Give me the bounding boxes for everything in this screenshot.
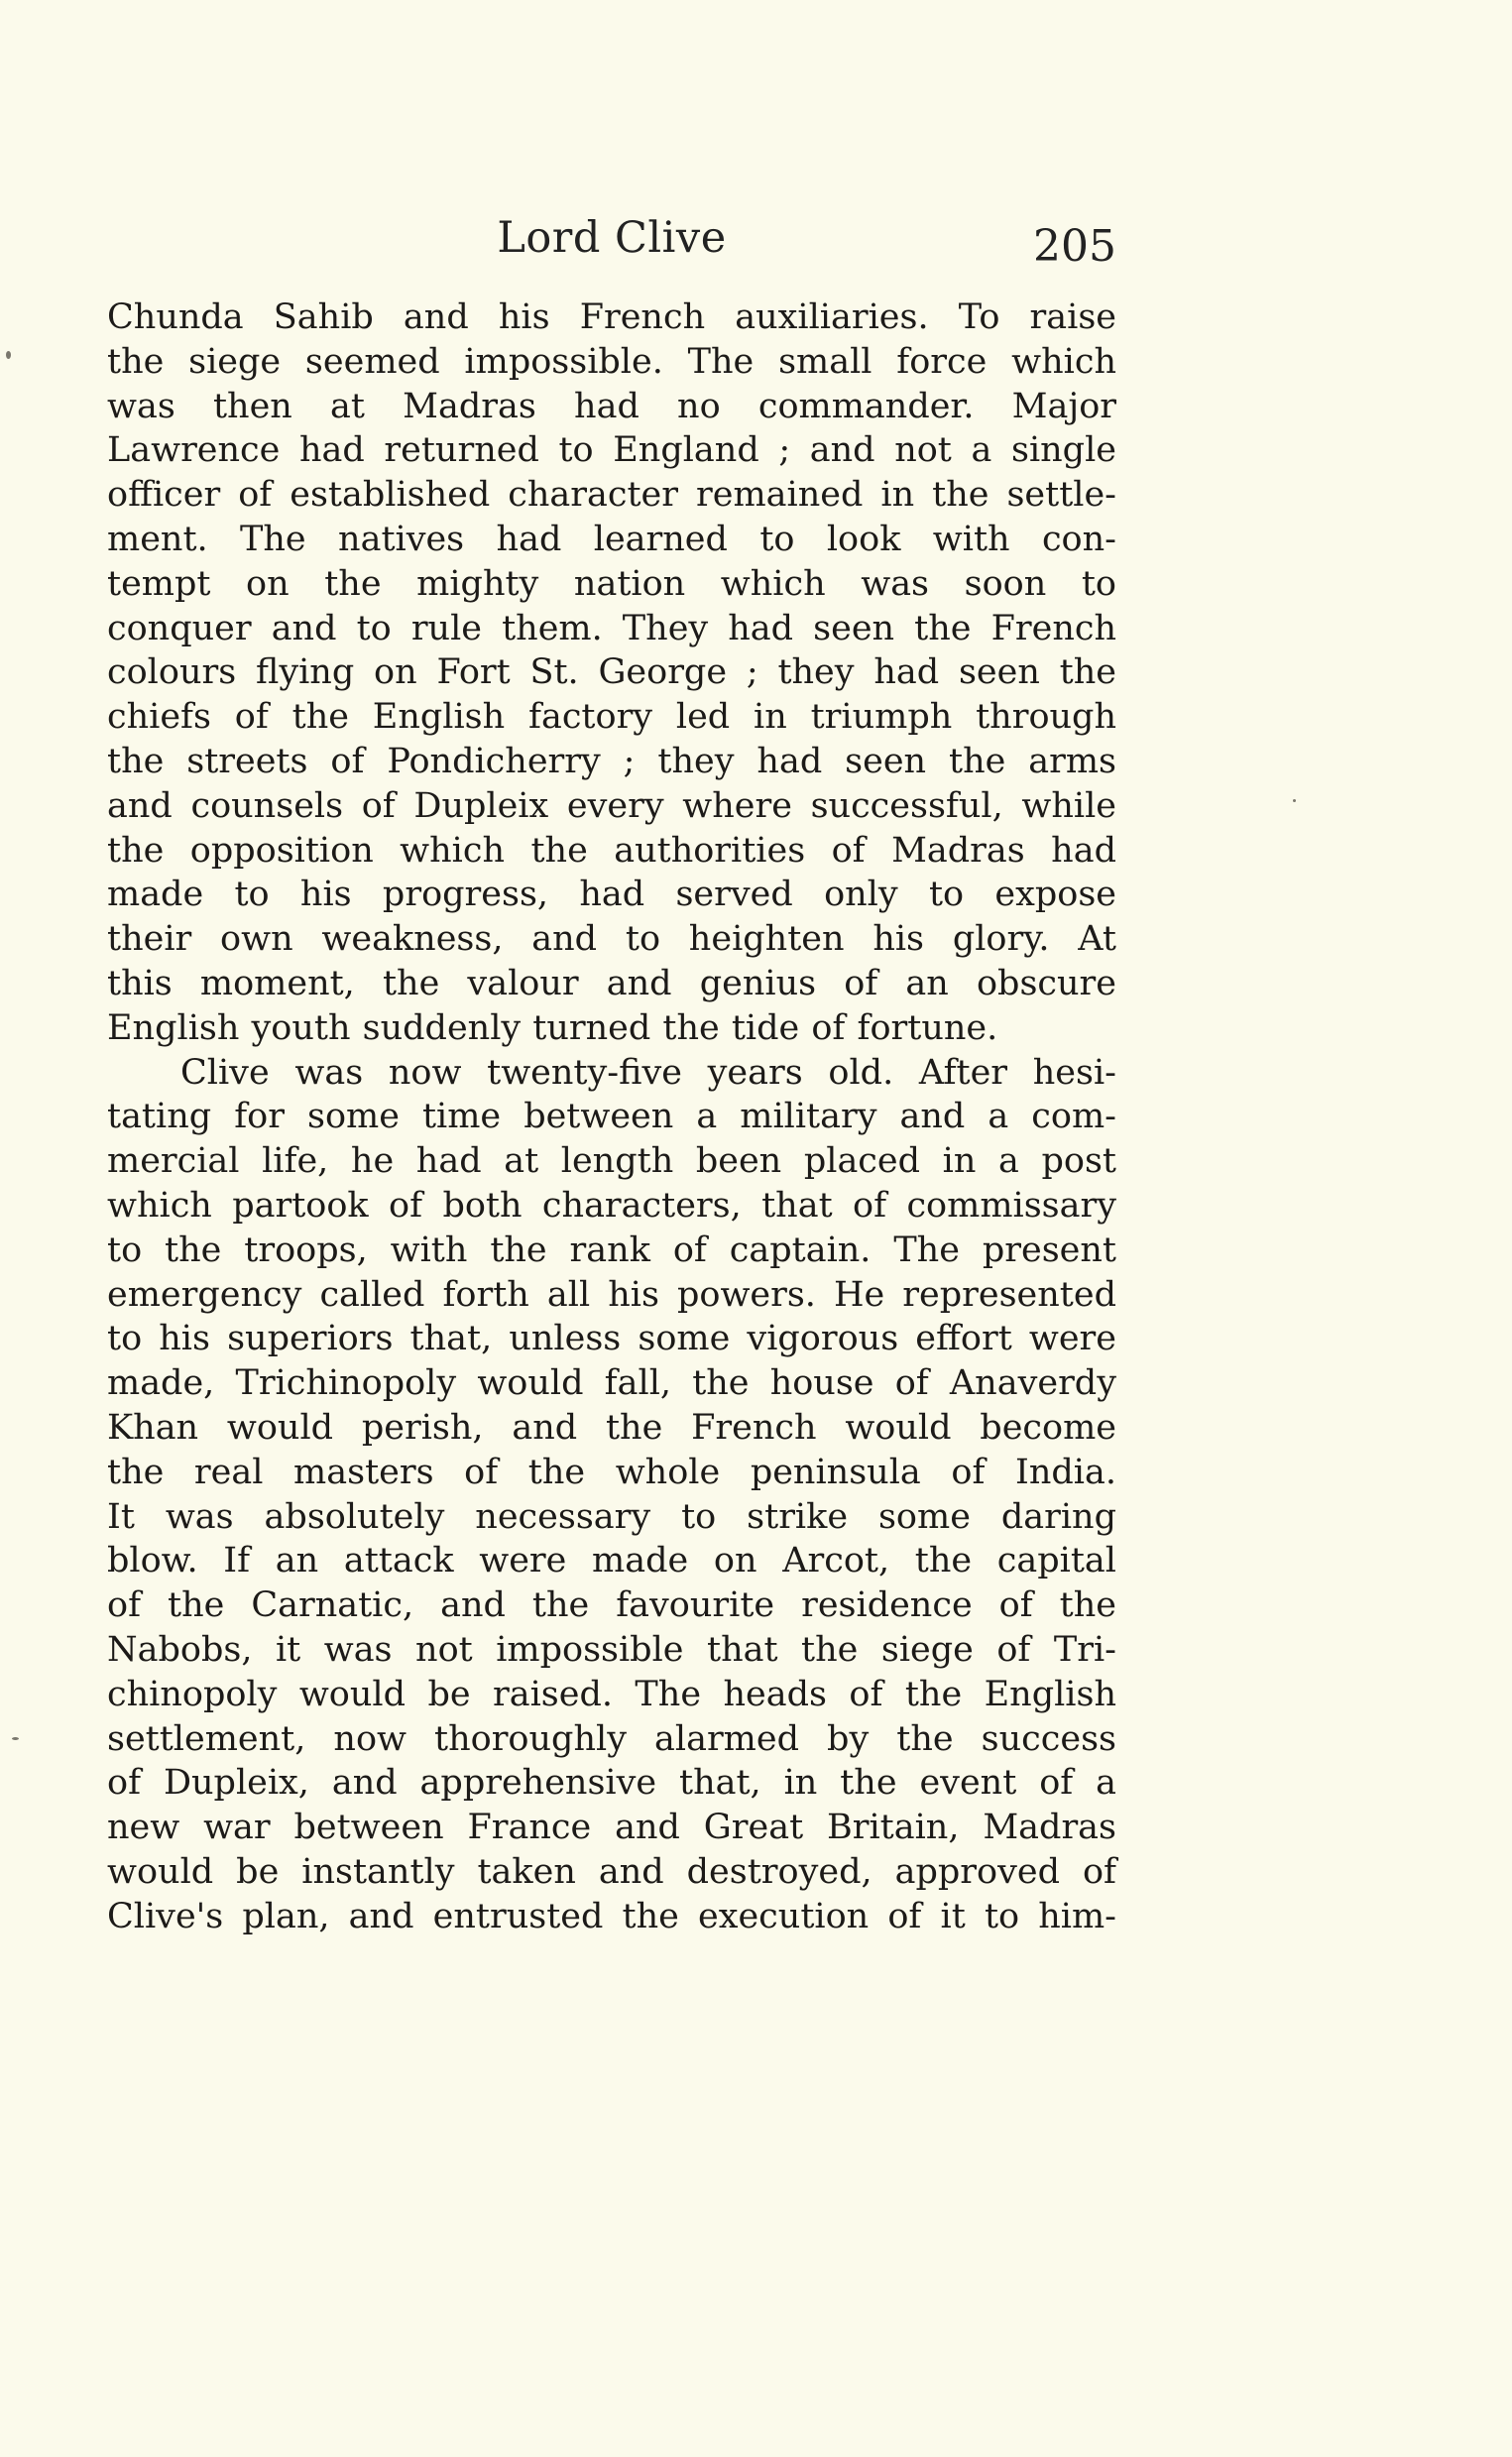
text-line: made, Trichinopoly would fall, the house of Anaverdy [107,1363,1116,1404]
text-line: chiefs of the English factory led in triumph through [107,697,1116,738]
page-number: 205 [1033,221,1116,272]
text-line: mercial life, he had at length been placed in a post [107,1141,1116,1182]
running-head [107,203,1116,273]
body-text [107,295,1116,1938]
text-line: was then at Madras had no commander. Major [107,386,1116,426]
text-line: colours flying on Fort St. George ; they had seen the [107,652,1116,693]
text-line: which partook of both characters, that of commissary [107,1185,1116,1226]
text-line: English youth suddenly turned the tide of fortune. [107,1007,998,1048]
text-line: the real masters of the whole peninsula of India. [107,1452,1116,1492]
text-line: the streets of Pondicherry ; they had seen the arms [107,741,1116,781]
paper-speck [12,1737,19,1740]
text-line: Clive was now twenty-five years old. After hesi- [180,1052,1116,1093]
text-line: tempt on the mighty nation which was soon to [107,563,1116,604]
text-line: settlement, now thoroughly alarmed by the success [107,1718,1116,1759]
text-line: Chunda Sahib and his French auxiliaries. To raise [107,297,1116,337]
text-line: of the Carnatic, and the favourite residence of the [107,1585,1116,1626]
text-line: Khan would perish, and the French would become [107,1407,1116,1448]
text-line: Lawrence had returned to England ; and not a single [107,430,1116,471]
text-line: chinopoly would be raised. The heads of the English [107,1674,1116,1714]
text-line: tating for some time between a military and a com- [107,1097,1116,1137]
text-line: new war between France and Great Britain, Madras [107,1808,1116,1848]
text-line: to his superiors that, unless some vigorous effort were [107,1319,1116,1359]
text-line: conquer and to rule them. They had seen the French [107,608,1116,648]
text-line: It was absolutely necessary to strike some daring [107,1496,1116,1537]
paper-speck [6,351,11,359]
paper-speck [1293,799,1296,802]
text-line: the opposition which the authorities of Madras had [107,830,1116,871]
text-line: would be instantly taken and destroyed, approved of [107,1851,1116,1892]
text-line: made to his progress, had served only to expose [107,875,1116,915]
text-line: this moment, the valour and genius of an obscure [107,963,1116,1003]
text-line: to the troops, with the rank of captain. The present [107,1229,1116,1270]
text-line: Nabobs, it was not impossible that the siege of Tri- [107,1629,1116,1670]
text-line: their own weakness, and to heighten his glory. At [107,919,1116,960]
running-title: Lord Clive [497,213,727,263]
text-line: emergency called forth all his powers. He represented [107,1274,1116,1315]
text-line: and counsels of Dupleix every where successful, while [107,785,1116,826]
text-line: Clive's plan, and entrusted the execution of it to him- [107,1896,1116,1936]
text-line: the siege seemed impossible. The small force which [107,341,1116,382]
text-line: of Dupleix, and apprehensive that, in the event of a [107,1763,1116,1804]
text-line: officer of established character remained in the settle- [107,475,1116,516]
text-line: ment. The natives had learned to look with con- [107,519,1116,559]
text-line: blow. If an attack were made on Arcot, the capital [107,1541,1116,1581]
